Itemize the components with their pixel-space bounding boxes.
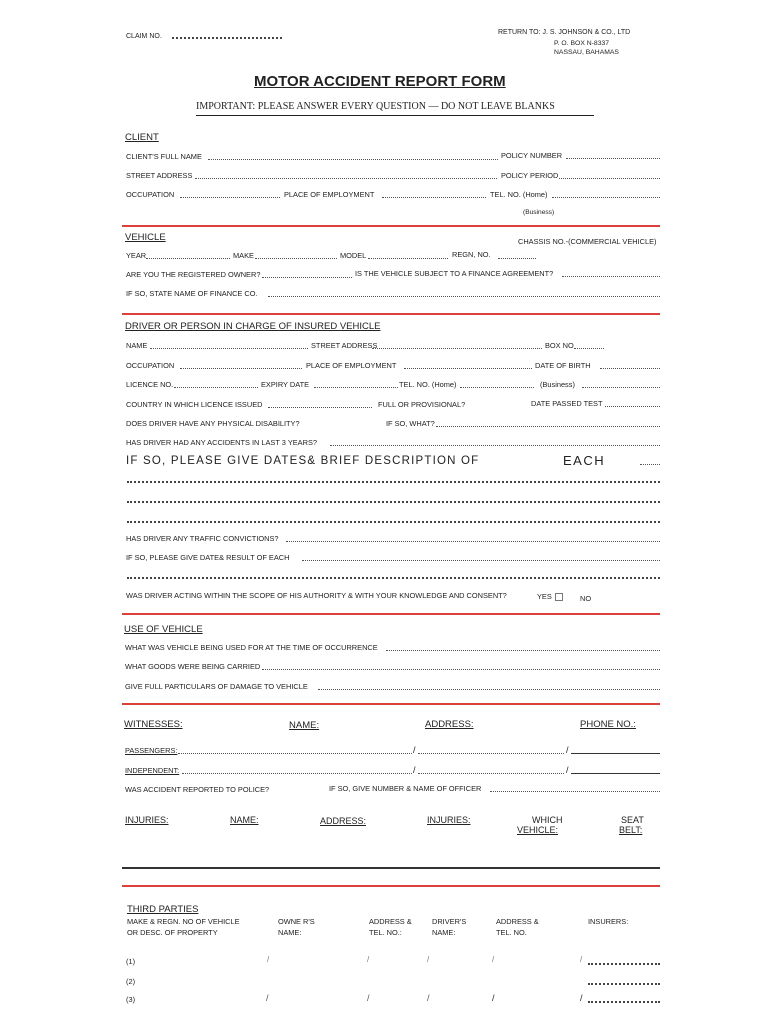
yes-checkbox[interactable]	[555, 593, 563, 601]
dob-field[interactable]	[600, 368, 660, 369]
driver-employment-label: PLACE OF EMPLOYMENT	[306, 361, 397, 370]
po-box: P. O. BOX N-8337	[554, 40, 610, 47]
witness-phone-header: PHONE NO.:	[580, 719, 636, 730]
make-regn-header: MAKE & REGN. NO OF VEHICLE	[127, 917, 240, 926]
year-field[interactable]	[146, 258, 230, 259]
divider	[122, 885, 660, 887]
driver-business-label: (Business)	[540, 380, 575, 389]
box-no-field[interactable]	[574, 348, 604, 349]
finance-field[interactable]	[562, 276, 660, 277]
driver-name-label: NAME	[126, 341, 148, 350]
slash: /	[427, 955, 430, 964]
regn-label: REGN, NO.	[452, 250, 491, 259]
convictions-field[interactable]	[286, 541, 660, 542]
finance-co-field[interactable]	[268, 296, 660, 297]
slash: /	[367, 955, 370, 964]
which-label: WHICH	[532, 815, 563, 825]
date-passed-field[interactable]	[605, 406, 660, 407]
return-address: RETURN TO: J. S. JOHNSON & CO., LTD	[498, 29, 631, 36]
slash: /	[580, 993, 583, 1003]
witness-name-header: NAME:	[289, 720, 320, 731]
third-parties-heading: THIRD PARTIES	[127, 904, 199, 915]
divider	[122, 613, 660, 615]
policy-number-field[interactable]	[566, 158, 660, 159]
client-heading: CLIENT	[125, 132, 159, 143]
officer-field[interactable]	[490, 791, 660, 792]
expiry-label: EXPIRY DATE	[261, 380, 310, 389]
driver-tel-label: TEL. NO. (Home)	[399, 380, 457, 389]
if-so-what-label: IF SO, WHAT?	[386, 419, 435, 428]
passengers-phone-field[interactable]	[571, 753, 660, 754]
insurers-header: INSURERS:	[588, 917, 629, 926]
driver-street-field[interactable]	[372, 348, 542, 349]
driver-name-field[interactable]	[150, 348, 308, 349]
model-label: MODEL	[340, 251, 367, 260]
finance-label: IS THE VEHICLE SUBJECT TO A FINANCE AGREEMENT?	[355, 269, 554, 278]
slash: /	[427, 993, 430, 1003]
each-field[interactable]	[640, 464, 660, 465]
policy-period-field[interactable]	[559, 178, 660, 179]
registered-owner-field[interactable]	[262, 277, 352, 278]
passengers-address-field[interactable]	[418, 753, 564, 754]
police-label: WAS ACCIDENT REPORTED TO POLICE?	[125, 785, 270, 794]
drivers-header: DRIVER'S	[432, 917, 467, 926]
driver-employment-field[interactable]	[404, 368, 532, 369]
row-number: (3)	[126, 995, 136, 1004]
owners-name-header: NAME:	[278, 928, 302, 937]
row-number: (1)	[126, 957, 136, 966]
client-occupation-label: OCCUPATION	[126, 190, 175, 199]
regn-field[interactable]	[498, 258, 536, 259]
licence-label: LICENCE NO.	[126, 380, 174, 389]
independent-phone-field[interactable]	[571, 773, 660, 774]
client-street-field[interactable]	[195, 178, 497, 179]
expiry-field[interactable]	[314, 387, 398, 388]
slash: /	[566, 745, 569, 755]
box-no-label: BOX NO	[545, 341, 574, 350]
insurer-field[interactable]	[588, 963, 660, 965]
passengers-label: PASSENGERS:	[125, 746, 178, 755]
slash: /	[566, 765, 569, 775]
slash: /	[267, 955, 270, 964]
use-heading: USE OF VEHICLE	[124, 624, 203, 635]
convictions-details-label: IF SO, PLEASE GIVE DATE& RESULT OF EACH	[126, 553, 290, 562]
desc-property-header: OR DESC. OF PROPERTY	[127, 928, 218, 937]
each-label: EACH	[563, 453, 606, 468]
client-tel-home-field[interactable]	[552, 197, 660, 198]
client-full-name-field[interactable]	[208, 159, 498, 160]
officer-label: IF SO, GIVE NUMBER & NAME OF OFFICER	[329, 784, 482, 793]
goods-label: WHAT GOODS WERE BEING CARRIED	[125, 662, 261, 671]
policy-period-label: POLICY PERIOD	[501, 171, 559, 180]
passengers-name-field[interactable]	[178, 753, 412, 754]
divider	[122, 225, 660, 227]
registered-owner-label: ARE YOU THE REGISTERED OWNER?	[126, 270, 261, 279]
brief-description-label: IF SO, PLEASE GIVE DATES& BRIEF DESCRIPTION OF	[126, 455, 480, 467]
chassis-label: CHASSIS NO.-(COMMERCIAL VEHICLE)	[518, 237, 657, 246]
divider	[122, 703, 660, 705]
important-underline	[196, 115, 594, 116]
important-note: IMPORTANT: PLEASE ANSWER EVERY QUESTION — DO NOT LEAVE BLANKS	[196, 101, 555, 112]
witnesses-heading: WITNESSES:	[124, 719, 183, 730]
page-title: MOTOR ACCIDENT REPORT FORM	[254, 73, 506, 90]
client-employment-label: PLACE OF EMPLOYMENT	[284, 190, 375, 199]
injuries-name-header: NAME:	[230, 815, 259, 825]
seat-label: SEAT	[621, 815, 644, 825]
claim-no-field[interactable]	[172, 37, 282, 39]
slash: /	[367, 993, 370, 1003]
client-full-name-label: CLIENT'S FULL NAME	[126, 152, 202, 161]
client-business-label: (Business)	[523, 209, 555, 216]
owners-header: OWNE R'S	[278, 917, 315, 926]
vehicle-heading: VEHICLE	[125, 232, 166, 243]
country-label: COUNTRY IN WHICH LICENCE ISSUED	[126, 400, 263, 409]
country-field[interactable]	[268, 407, 372, 408]
make-label: MAKE	[233, 251, 254, 260]
driver-occupation-field[interactable]	[180, 368, 302, 369]
year-label: YEAR	[126, 251, 147, 260]
slash: /	[413, 765, 416, 775]
model-field[interactable]	[368, 258, 448, 259]
damage-label: GIVE FULL PARTICULARS OF DAMAGE TO VEHICLE	[125, 682, 308, 691]
drivers-name-header: NAME:	[432, 928, 456, 937]
driver-tel-header: TEL. NO.	[496, 928, 527, 937]
insurer-field[interactable]	[588, 983, 660, 985]
driver-tel-field[interactable]	[460, 387, 534, 388]
used-for-field[interactable]	[386, 650, 660, 651]
owner-address-header: ADDRESS &	[369, 917, 412, 926]
yes-label: YES	[537, 592, 552, 601]
driver-address-header: ADDRESS &	[496, 917, 539, 926]
date-passed-label: DATE PASSED TEST	[531, 399, 603, 408]
client-occupation-field[interactable]	[180, 197, 280, 198]
row-number: (2)	[126, 977, 136, 986]
which-vehicle-header: VEHICLE:	[517, 825, 559, 835]
convictions-label: HAS DRIVER ANY TRAFFIC CONVICTIONS?	[126, 534, 279, 543]
dob-label: DATE OF BIRTH	[535, 361, 591, 370]
damage-field[interactable]	[318, 689, 660, 690]
convictions-details-field[interactable]	[302, 560, 660, 561]
slash: /	[580, 955, 583, 964]
client-tel-home-label: TEL. NO. (Home)	[490, 190, 548, 199]
description-line[interactable]	[127, 481, 660, 483]
slash: /	[266, 993, 269, 1003]
licence-field[interactable]	[174, 387, 258, 388]
owner-tel-header: TEL. NO.:	[369, 928, 402, 937]
seat-belt-header: BELT:	[619, 825, 643, 835]
make-field[interactable]	[255, 258, 337, 259]
if-so-what-field[interactable]	[436, 426, 660, 427]
accidents-label: HAS DRIVER HAD ANY ACCIDENTS IN LAST 3 YEARS?	[126, 438, 317, 447]
scope-label: WAS DRIVER ACTING WITHIN THE SCOPE OF HIS AUTHORITY & WITH YOUR KNOWLEDGE AND CONSENT?	[126, 591, 507, 600]
claim-no-label: CLAIM NO.	[126, 33, 162, 40]
description-line[interactable]	[127, 501, 660, 503]
injuries-row-line[interactable]	[122, 867, 660, 869]
driver-street-label: STREET ADDRESS	[311, 341, 378, 350]
injuries-injuries-header: INJURIES:	[427, 815, 471, 825]
city: NASSAU, BAHAMAS	[554, 49, 619, 56]
policy-number-label: POLICY NUMBER	[501, 151, 563, 160]
slash: /	[492, 955, 495, 964]
full-prov-label: FULL OR PROVISIONAL?	[378, 400, 466, 409]
injuries-header: INJURIES:	[125, 815, 169, 825]
witness-address-header: ADDRESS:	[425, 719, 474, 730]
goods-field[interactable]	[262, 669, 660, 670]
independent-address-field[interactable]	[418, 773, 564, 774]
independent-name-field[interactable]	[182, 773, 412, 774]
injuries-address-header: ADDRESS:	[320, 816, 367, 826]
convictions-line[interactable]	[127, 577, 660, 579]
independent-label: INDEPENDENT:	[125, 766, 180, 775]
driver-business-field[interactable]	[582, 387, 660, 388]
slash: /	[492, 993, 495, 1003]
driver-heading: DRIVER OR PERSON IN CHARGE OF INSURED VEHICLE	[125, 321, 381, 332]
finance-co-label: IF SO, STATE NAME OF FINANCE CO.	[126, 289, 258, 298]
slash: /	[413, 745, 416, 755]
client-employment-field[interactable]	[382, 197, 486, 198]
divider	[122, 313, 660, 315]
driver-occupation-label: OCCUPATION	[126, 361, 175, 370]
used-for-label: WHAT WAS VEHICLE BEING USED FOR AT THE TIME OF OCCURRENCE	[125, 643, 378, 652]
no-label: NO	[580, 594, 592, 603]
description-line[interactable]	[127, 521, 660, 523]
insurer-field[interactable]	[588, 1001, 660, 1003]
accidents-field[interactable]	[330, 445, 660, 446]
disability-label: DOES DRIVER HAVE ANY PHYSICAL DISABILITY?	[126, 419, 300, 428]
client-street-label: STREET ADDRESS	[126, 171, 193, 180]
